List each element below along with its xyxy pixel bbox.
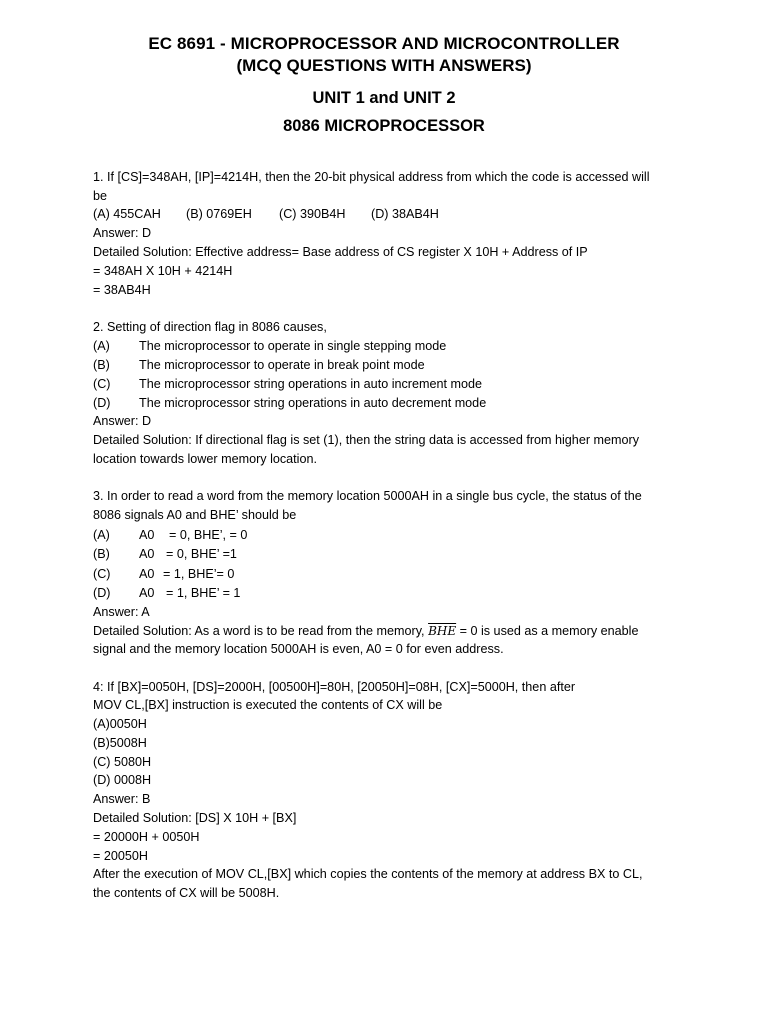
q1-option-b: (B) 0769EH — [186, 207, 252, 221]
solution-text: Detailed Solution: As a word is to be read from the memory, — [93, 624, 429, 638]
q3-option-c — [93, 567, 234, 581]
option-key: (B) — [93, 547, 110, 561]
q1-solution-line: = 348AH X 10H + 4214H — [93, 264, 233, 278]
option-key: (A) — [93, 339, 110, 353]
q2-solution-line: Detailed Solution: If directional flag is set (1), then the string data is accessed from higher memory — [93, 433, 639, 447]
option-text: The microprocessor to operate in single stepping mode — [139, 339, 447, 353]
option-text: = 0, BHE’ =1 — [166, 547, 237, 561]
q4-answer: Answer: B — [93, 792, 151, 806]
q2-option-c — [93, 377, 482, 391]
course-title: EC 8691 - MICROPROCESSOR AND MICROCONTROLLER — [148, 34, 620, 53]
option-text: The microprocessor to operate in break point mode — [139, 358, 425, 372]
q4-solution-line: = 20000H + 0050H — [93, 830, 200, 844]
solution-text: = 0 is used as a memory enable — [456, 624, 639, 638]
q3-option-d — [93, 586, 240, 600]
q3-text: 3. In order to read a word from the memory location 5000AH in a single bus cycle, the status of the — [93, 489, 642, 503]
option-key: (D) — [93, 586, 111, 600]
option-signal: A0 — [139, 567, 155, 581]
q1-solution-line: = 38AB4H — [93, 283, 151, 297]
q4-option-c: (C) 5080H — [93, 755, 152, 769]
q2-text: 2. Setting of direction flag in 8086 causes, — [93, 320, 327, 334]
option-key: (B) — [93, 358, 110, 372]
q4-option-d: (D) 0008H — [93, 773, 152, 787]
q3-answer: Answer: A — [93, 605, 150, 619]
q2-solution-line: location towards lower memory location. — [93, 452, 317, 466]
option-signal: A0 — [139, 528, 155, 542]
q4-option-b: (B)5008H — [93, 736, 147, 750]
q3-solution-line — [93, 624, 638, 638]
q1-answer: Answer: D — [93, 226, 152, 240]
q1-option-c: (C) 390B4H — [279, 207, 346, 221]
q1-text-cont: be — [93, 189, 108, 203]
unit-heading: UNIT 1 and UNIT 2 — [312, 89, 456, 107]
option-text: = 0, BHE’, = 0 — [169, 528, 248, 542]
q1-options — [93, 207, 439, 221]
option-text: = 1, BHE’= 0 — [163, 567, 235, 581]
q4-option-a: (A)0050H — [93, 717, 147, 731]
option-text: = 1, BHE’ = 1 — [166, 586, 241, 600]
option-key: (D) — [93, 396, 111, 410]
option-key: (C) — [93, 377, 111, 391]
q1-option-d: (D) 38AB4H — [371, 207, 439, 221]
option-signal: A0 — [139, 547, 155, 561]
option-text: The microprocessor string operations in auto increment mode — [139, 377, 482, 391]
q1-option-a: (A) 455CAH — [93, 207, 161, 221]
q4-text: 4: If [BX]=0050H, [DS]=2000H, [00500H]=80H, [20050H]=08H, [CX]=5000H, then after — [93, 680, 576, 694]
q3-text-cont: 8086 signals A0 and BHE’ should be — [93, 508, 297, 522]
topic-heading: 8086 MICROPROCESSOR — [283, 117, 485, 135]
q3-solution-line: signal and the memory location 5000AH is even, A0 = 0 for even address. — [93, 642, 504, 656]
q2-option-a — [93, 339, 446, 353]
q4-solution-line: Detailed Solution: [DS] X 10H + [BX] — [93, 811, 297, 825]
q3-option-a — [93, 528, 247, 542]
q3-option-b — [93, 547, 237, 561]
q4-text-cont: MOV CL,[BX] instruction is executed the contents of CX will be — [93, 698, 443, 712]
bhe-math-symbol: $\overline{BHE}$ — [428, 624, 457, 638]
course-subtitle: (MCQ QUESTIONS WITH ANSWERS) — [236, 56, 532, 75]
q4-solution-line: = 20050H — [93, 849, 148, 863]
q2-option-b — [93, 358, 425, 372]
option-signal: A0 — [139, 586, 155, 600]
q2-option-d — [93, 396, 486, 410]
q1-solution-line: Detailed Solution: Effective address= Base address of CS register X 10H + Address of IP — [93, 245, 588, 259]
option-text: The microprocessor string operations in auto decrement mode — [139, 396, 487, 410]
q2-answer: Answer: D — [93, 414, 152, 428]
q4-solution-line: the contents of CX will be 5008H. — [93, 886, 280, 900]
option-key: (C) — [93, 567, 111, 581]
option-key: (A) — [93, 528, 110, 542]
q4-solution-line: After the execution of MOV CL,[BX] which copies the contents of the memory at address BX to CL, — [93, 867, 643, 881]
q1-text: 1. If [CS]=348AH, [IP]=4214H, then the 20-bit physical address from which the code is accessed will — [93, 170, 650, 184]
